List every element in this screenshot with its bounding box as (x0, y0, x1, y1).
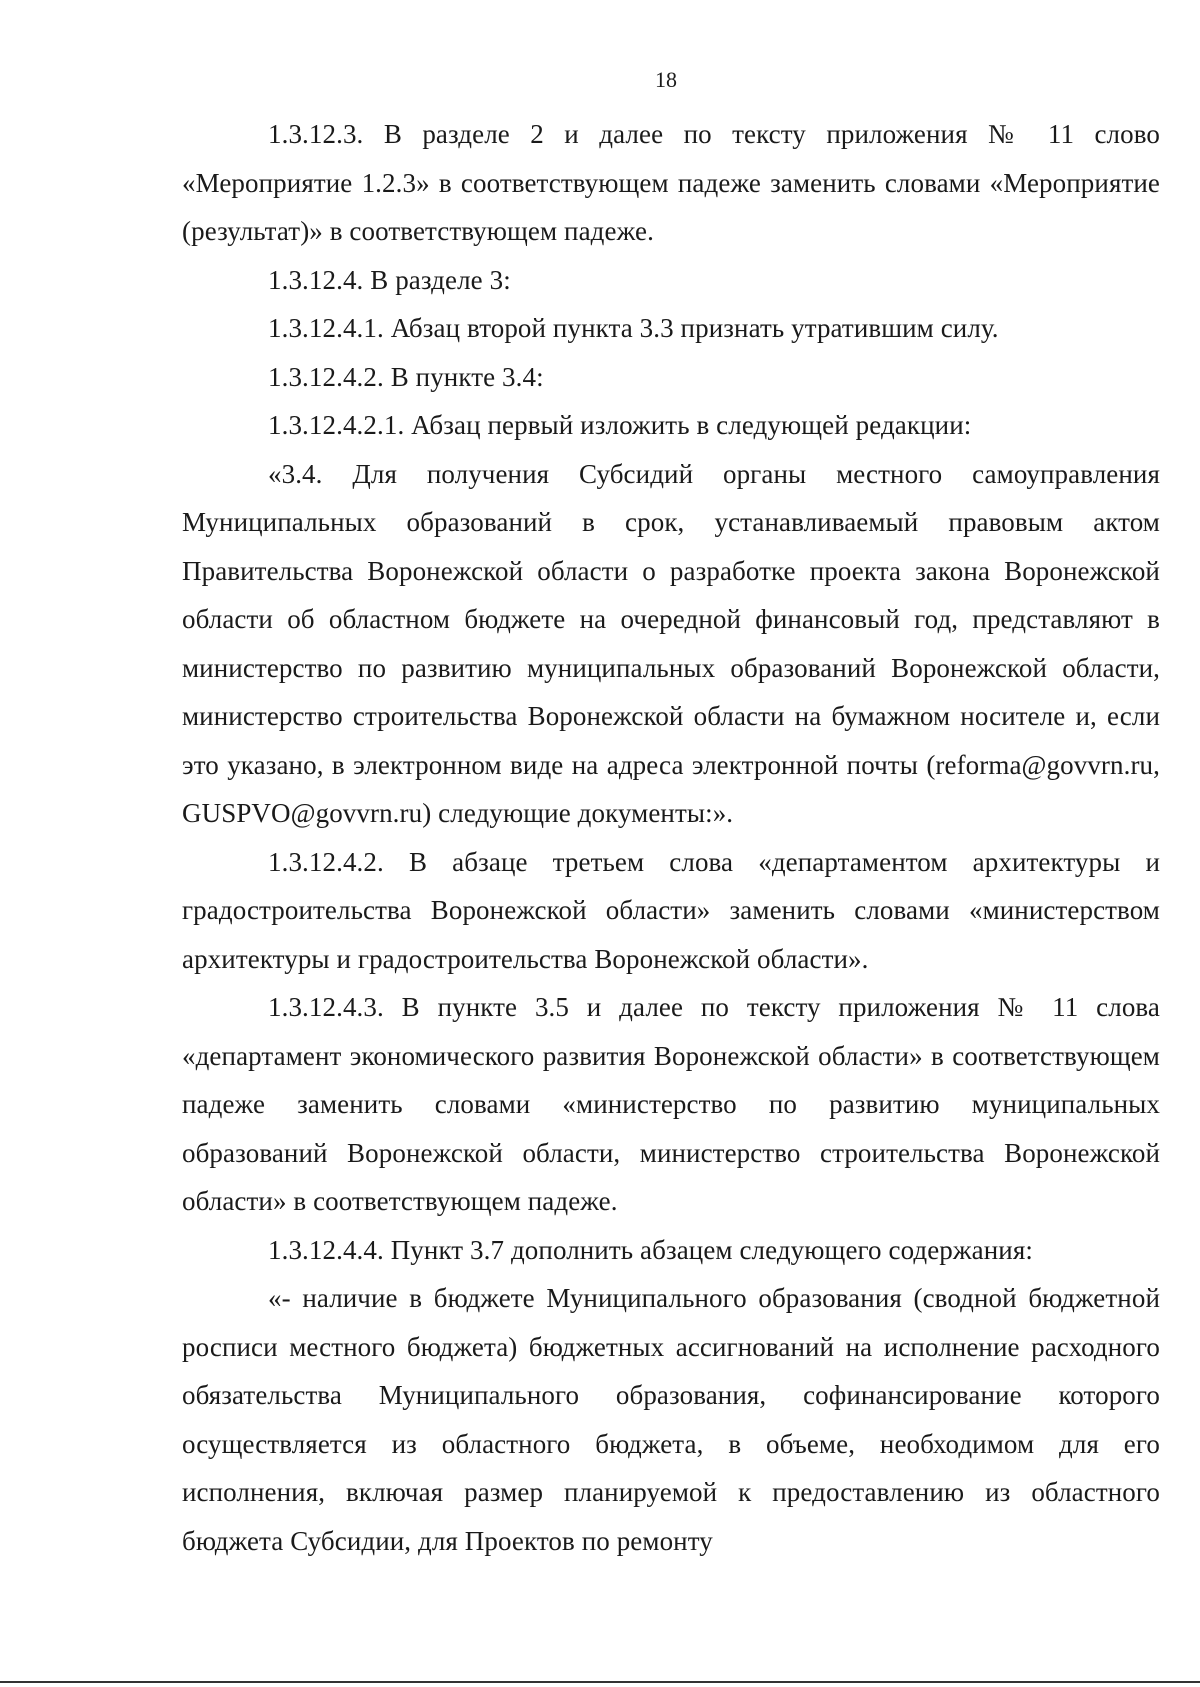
paragraph-1-3-12-4-1: 1.3.12.4.1. Абзац второй пункта 3.3 признать утратившим силу. (268, 313, 999, 343)
bottom-rule (0, 1681, 1200, 1683)
paragraph-1-3-12-4-4: 1.3.12.4.4. Пункт 3.7 дополнить абзацем следующего содержания: (268, 1234, 1033, 1265)
paragraph-1-3-12-4: 1.3.12.4. В разделе 3: (268, 264, 511, 295)
paragraph-1-3-12-4-2-second: 1.3.12.4.2. В абзаце третьем слова «департаментом архитектуры и градостроительства Воронежской области» заменить словами «министерством архитектуры и градостроительства Воронежской области». (182, 846, 1160, 974)
paragraph-1-3-12-4-2-1: 1.3.12.4.2.1. Абзац первый изложить в следующей редакции: (268, 410, 972, 440)
paragraph-1-3-12-3: 1.3.12.3. В разделе 2 и далее по тексту приложения № 11 слово «Мероприятие 1.2.3» в соответствующем падеже заменить словами «Мероприятие (результат)» в соответствующем падеже. (182, 119, 1160, 246)
document-body (182, 110, 1160, 1565)
page-number: 18 (655, 67, 677, 92)
paragraph-1-3-12-4-3: 1.3.12.4.3. В пункте 3.5 и далее по тексту приложения № 11 слова «департамент экономического развития Воронежской области» в соответствующем падеже заменить словами «министерство по развитию муниципальных образований Воронежской области, министерство строительства Воронежской области» в соответствующем падеже. (182, 992, 1160, 1216)
paragraph-quote-budget: «- наличие в бюджете Муниципального образования (сводной бюджетной росписи местного бюджета) бюджетных ассигнований на исполнение расходного обязательства Муниципального образования, софинансирование которого осуществляется из областного бюджета, в объеме, необходимом для его исполнения, включая размер планируемой к предоставлению из областного бюджета Субсидии, для Проектов по ремонту (182, 1283, 1160, 1556)
paragraph-quote-3-4: «3.4. Для получения Субсидий органы местного самоуправления Муниципальных образований в срок, устанавливаемый правовым актом Правительства Воронежской области о разработке проекта закона Воронежской области об областном бюджете на очередной финансовый год, представляют в министерство по развитию муниципальных образований Воронежской области, министерство строительства Воронежской области на бумажном носителе и, если это указано, в электронном виде на адреса электронной почты (reforma@govvrn.ru, GUSPVO@govvrn.ru) следующие документы:». (182, 458, 1160, 828)
paragraph-1-3-12-4-2: 1.3.12.4.2. В пункте 3.4: (268, 361, 544, 392)
